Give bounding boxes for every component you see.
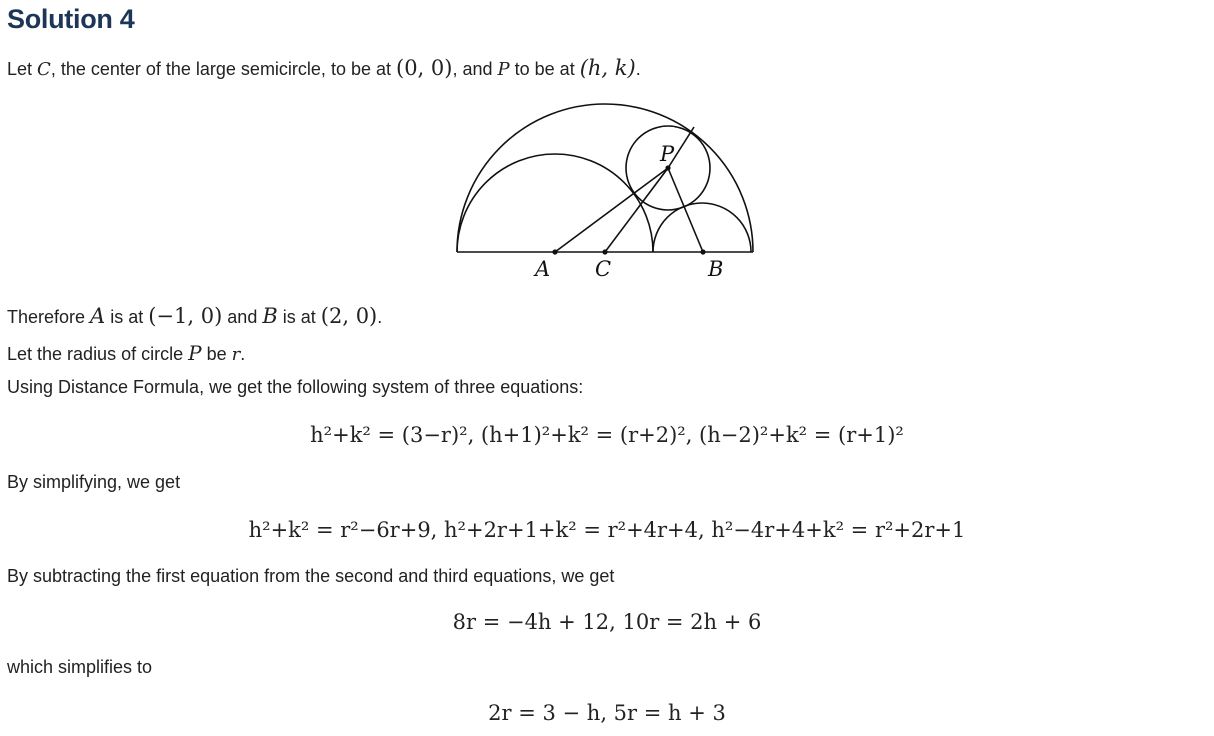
point-a	[552, 249, 557, 254]
semicircle-figure	[440, 98, 770, 288]
point-p	[665, 165, 670, 170]
ab-text-2: is at	[105, 307, 149, 327]
intro-var-p: P	[497, 59, 510, 80]
line-distance: Using Distance Formula, we get the following system of three equations:	[7, 377, 584, 397]
semicircle-a	[457, 154, 653, 252]
segment-cp	[605, 168, 668, 252]
label-a: A	[535, 257, 551, 281]
ab-var-a: A	[90, 304, 106, 328]
radius-var-p: P	[188, 341, 202, 365]
intro-text-5: .	[635, 59, 641, 79]
radius-var-r: r	[231, 344, 241, 365]
intro-var-c: C	[37, 59, 51, 80]
intro-c-coord: (0, 0)	[396, 56, 453, 80]
line-radius	[7, 341, 245, 365]
ab-b-coord: (2, 0)	[320, 304, 378, 328]
ab-a-coord: (−1, 0)	[148, 304, 223, 328]
equation-system-2: h²+k² = r²−6r+9, h²+2r+1+k² = r²+4r+4, h²−4r+4+k² = r²+2r+1	[248, 518, 966, 542]
line-subtract: By subtracting the first equation from the second and third equations, we get	[7, 566, 615, 586]
label-c: C	[595, 257, 612, 281]
ab-text-3: and	[222, 307, 263, 327]
ab-text-4: is at	[277, 307, 321, 327]
ab-var-b: B	[262, 304, 278, 328]
segment-ap	[555, 168, 668, 252]
ab-text-5: .	[377, 307, 383, 327]
label-p: P	[660, 142, 675, 166]
line-simplify: By simplifying, we get	[7, 472, 181, 492]
intro-text-2: , the center of the large semicircle, to be at	[50, 59, 396, 79]
point-c	[602, 249, 607, 254]
ab-text-1: Therefore	[7, 307, 91, 327]
radius-text-2: be	[201, 344, 232, 364]
point-b	[700, 249, 705, 254]
line-which: which simplifies to	[7, 657, 153, 677]
solution-heading: Solution 4	[7, 4, 135, 34]
intro-text-4: to be at	[509, 59, 580, 79]
intro-paragraph	[7, 56, 641, 80]
radius-text-1: Let the radius of circle	[7, 344, 189, 364]
label-b: B	[708, 257, 724, 281]
intro-p-coord: (h, k)	[579, 56, 636, 80]
radius-text-3: .	[240, 344, 246, 364]
equation-system-1: h²+k² = (3−r)², (h+1)²+k² = (r+2)², (h−2)²+k² = (r+1)²	[310, 423, 904, 447]
intro-text-3: , and	[452, 59, 498, 79]
intro-text-1: Let	[7, 59, 38, 79]
equation-system-4: 2r = 3 − h, 5r = h + 3	[488, 701, 726, 725]
line-ab	[7, 304, 382, 328]
equation-system-3: 8r = −4h + 12, 10r = 2h + 6	[452, 610, 762, 634]
